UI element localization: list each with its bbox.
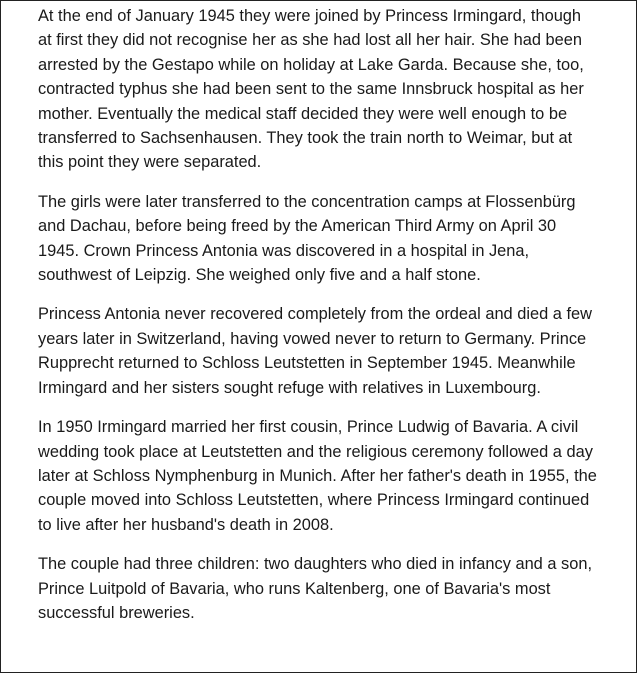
- paragraph-3: Princess Antonia never recovered completely from the ordeal and died a few years later in Switzerland, having vowed never to return to Germany. Prince Rupprecht returned to Schloss Leutstetten in September 1945. Meanwhile Irmingard and her sisters sought refuge with relatives in Luxembourg.: [38, 305, 592, 397]
- paragraph-1: At the end of January 1945 they were joined by Princess Irmingard, though at first they did not recognise her as she had lost all her hair. She had been arrested by the Gestapo while on holiday at Lake Garda. Because she, too, contracted typhus she had been sent to the same Innsbruck hospital as her mother. Eventually the medical staff decided they were well enough to be transferred to Sachsenhausen. They took the train north to Weimar, but at this point they were separated.: [38, 7, 584, 172]
- paragraph-2: The girls were later transferred to the concentration camps at Flossenbürg and Dachau, before being freed by the American Third Army on April 30 1945. Crown Princess Antonia was discovered in a hospital in Jena, southwest of Leipzig. She weighed only five and a half stone.: [38, 192, 576, 285]
- paragraph-4: In 1950 Irmingard married her first cousin, Prince Ludwig of Bavaria. A civil wedding took place at Leutstetten and the religious ceremony followed a day later at Schloss Nymphenburg in Munich. After her father's death in 1955, the couple moved into Schloss Leutstetten, where Princess Irmingard continued to live after her husband's death in 2008.: [38, 418, 597, 534]
- article-body: [38, 4, 598, 640]
- paragraph-5: The couple had three children: two daughters who died in infancy and a son, Prince Luitpold of Bavaria, who runs Kaltenberg, one of Bavaria's most successful breweries.: [38, 555, 593, 622]
